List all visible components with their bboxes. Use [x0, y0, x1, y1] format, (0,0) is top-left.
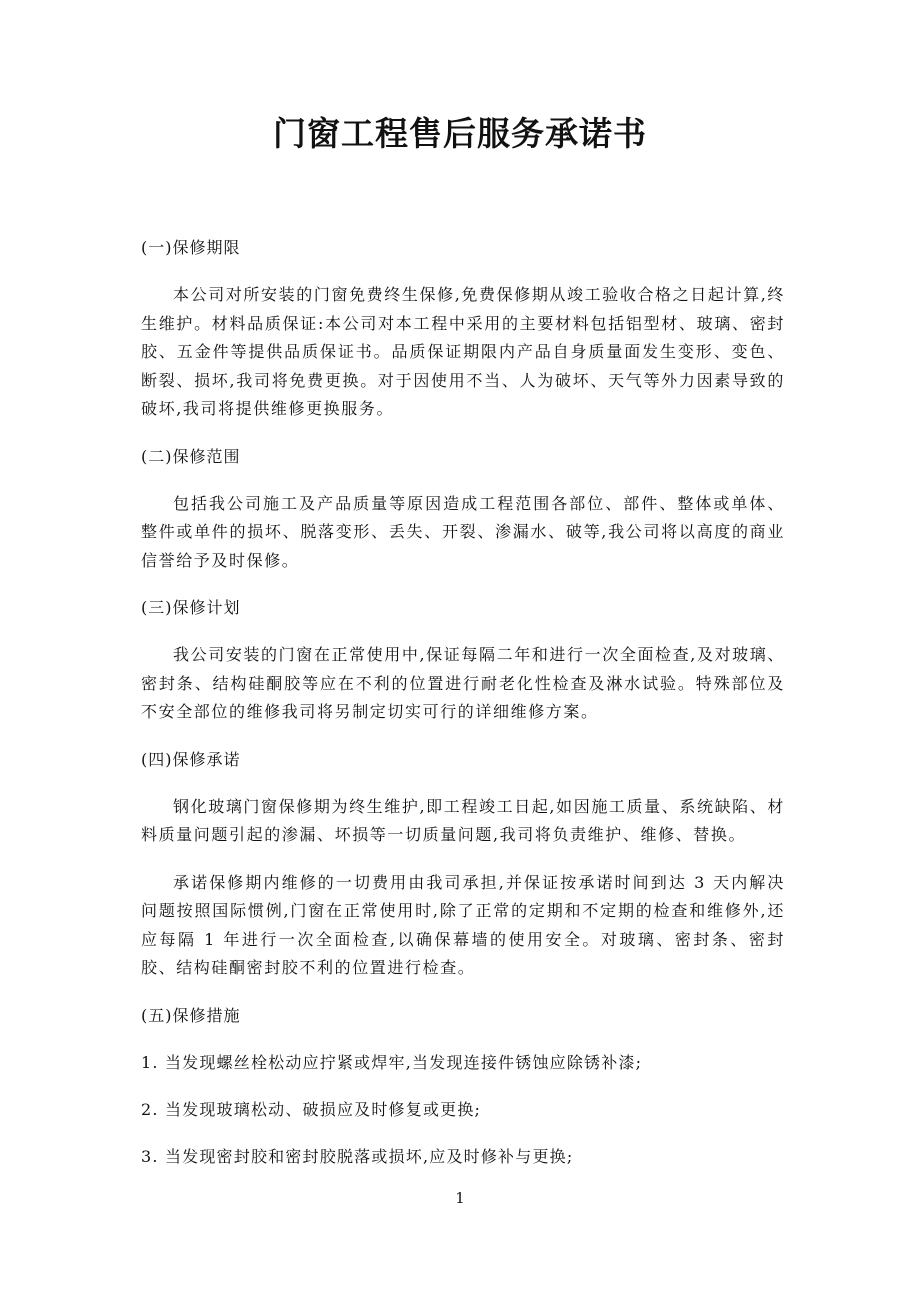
document-body	[141, 234, 785, 1190]
list-item: 2. 当发现玻璃松动、破损应及时修复或更换;	[141, 1099, 482, 1119]
section-heading-warranty-measures: (五)保修措施	[141, 1005, 241, 1025]
document-title: 门窗工程售后服务承诺书	[273, 114, 647, 153]
paragraph: 我公司安装的门窗在正常使用中,保证每隔二年和进行一次全面检查,及对玻璃、密封条、结构硅酮胶等应在不利的位置进行耐老化性检查及淋水试验。特殊部位及不安全部位的维修我司将另制定切实可行的详细维修方案。	[141, 645, 785, 721]
section-heading-warranty-period: (一)保修期限	[141, 238, 241, 257]
section-heading-warranty-scope: (二)保修范围	[141, 446, 241, 466]
list-item: 1. 当发现螺丝栓松动应拧紧或焊牢,当发现连接件锈蚀应除锈补漆;	[141, 1052, 643, 1072]
paragraph: 钢化玻璃门窗保修期为终生维护,即工程竣工日起,如因施工质量、系统缺陷、材料质量问题引起的渗漏、坏损等一切质量问题,我司将负责维护、维修、替换。	[141, 796, 785, 844]
section-heading-warranty-plan: (三)保修计划	[141, 598, 241, 617]
list-item: 3. 当发现密封胶和密封胶脱落或损坏,应及时修补与更换;	[141, 1146, 574, 1166]
section-heading-warranty-commitment: (四)保修承诺	[141, 749, 241, 769]
page-number: 1	[455, 1189, 465, 1207]
paragraph: 包括我公司施工及产品质量等原因造成工程范围各部位、部件、整体或单体、整件或单件的损坏、脱落变形、丢失、开裂、渗漏水、破等,我公司将以高度的商业信誉给予及时保修。	[141, 493, 785, 570]
paragraph: 本公司对所安装的门窗免费终生保修,免费保修期从竣工验收合格之日起计算,终生维护。材料品质保证:本公司对本工程中采用的主要材料包括铝型材、玻璃、密封胶、五金件等提供品质保证书。品质保证期限内产品自身质量面发生变形、变色、断裂、损坏,我司将免费更换。对于因使用不当、人为破坏、天气等外力因素导致的破坏,我司将提供维修更换服务。	[141, 285, 785, 418]
paragraph: 承诺保修期内维修的一切费用由我司承担,并保证按承诺时间到达 3 天内解决问题按照国际惯例,门窗在正常使用时,除了正常的定期和不定期的检查和维修外,还应每隔 1 年进行一次全面检查,以确保幕墙的使用安全。对玻璃、密封条、密封胶、结构硅酮密封胶不利的位置进行检查。	[141, 872, 785, 977]
